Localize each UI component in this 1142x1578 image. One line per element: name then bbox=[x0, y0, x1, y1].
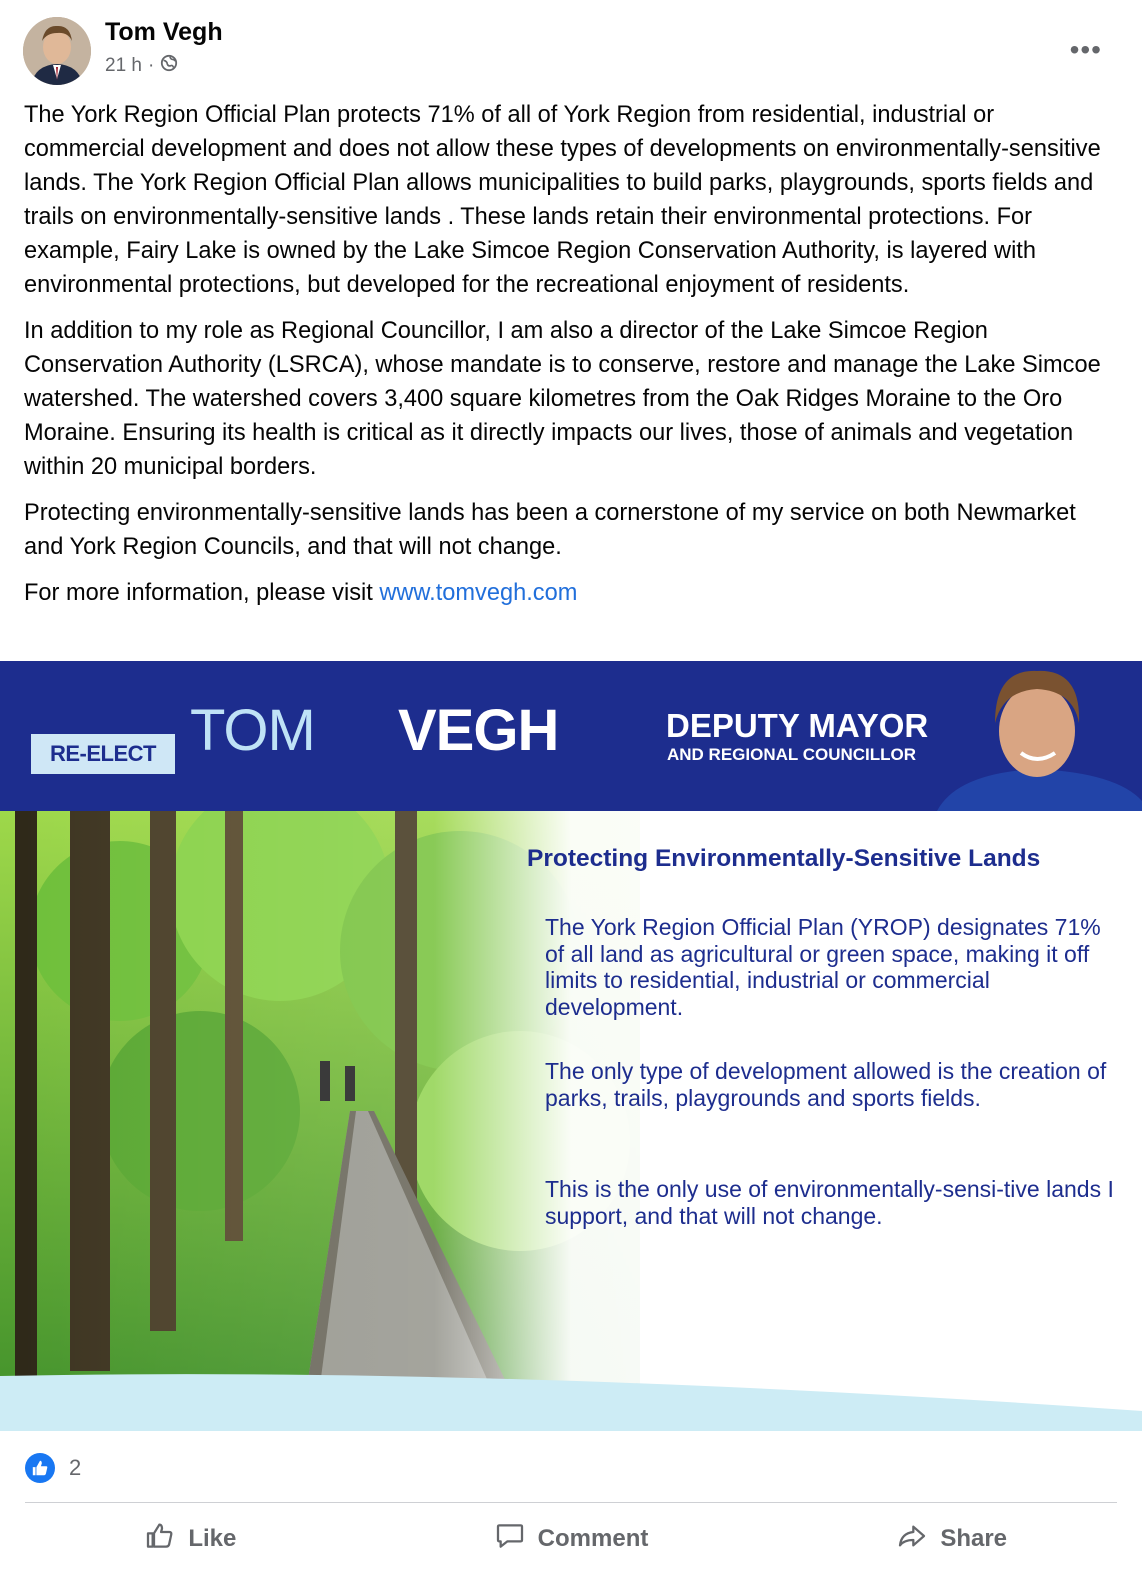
forest-boardwalk-photo bbox=[0, 811, 1142, 1431]
globe-icon bbox=[160, 54, 178, 78]
post-time[interactable]: 21 h bbox=[105, 55, 142, 76]
meta-separator: · bbox=[147, 55, 155, 76]
info-prefix: For more information, please visit bbox=[24, 580, 380, 606]
like-reaction-icon bbox=[25, 1453, 55, 1483]
post-actions bbox=[0, 1512, 1142, 1566]
reaction-count: 2 bbox=[69, 1455, 82, 1480]
share-button[interactable] bbox=[761, 1512, 1142, 1566]
comment-icon bbox=[494, 1520, 526, 1559]
reactions-summary[interactable] bbox=[25, 1453, 81, 1483]
comment-button[interactable] bbox=[381, 1512, 762, 1566]
ad-heading: Protecting Environmentally-Sensitive Lands bbox=[527, 845, 1041, 872]
ad-role-title: DEPUTY MAYOR bbox=[666, 707, 929, 744]
ad-paragraph-1: The York Region Official Plan (YROP) designates 71% of all land as agricultural or green space, making it off limits to residential, industrial or commercial development. bbox=[545, 914, 1101, 1020]
reelect-badge: RE-ELECT bbox=[31, 734, 175, 774]
candidate-photo bbox=[937, 661, 1142, 811]
share-label: Share bbox=[940, 1525, 1008, 1552]
actions-divider bbox=[25, 1502, 1117, 1503]
like-button[interactable] bbox=[0, 1512, 381, 1566]
post-paragraph: Protecting environmentally-sensitive lands has been a cornerstone of my service on both Newmarket and York Region Councils, and that will not change. bbox=[24, 500, 1076, 560]
like-label: Like bbox=[188, 1525, 237, 1552]
author-name[interactable]: Tom Vegh bbox=[105, 18, 223, 46]
share-icon bbox=[896, 1520, 928, 1559]
thumbs-up-icon bbox=[144, 1520, 176, 1559]
post-meta bbox=[105, 54, 178, 78]
post-text bbox=[24, 98, 1116, 622]
ad-first-name: TOM bbox=[190, 698, 315, 763]
ad-paragraph-2: The only type of development allowed is the creation of parks, trails, playgrounds and sports fields. bbox=[545, 1058, 1107, 1111]
campaign-image[interactable] bbox=[0, 661, 1142, 1431]
post-info-line bbox=[24, 576, 1116, 610]
author-avatar[interactable] bbox=[23, 17, 91, 85]
ad-last-name: VEGH bbox=[398, 698, 559, 763]
post-paragraph: The York Region Official Plan protects 71% of all of York Region from residential, industrial or commercial development and does not allow these types of developments on environmentally-sensitive lands. The York Region Official Plan allows municipalities to build parks, playgrounds, sports fields and trails on environmentally-sensitive lands . These lands retain their environmental protections. For example, Fairy Lake is owned by the Lake Simcoe Region Conservation Authority, is layered with environmental protections, but developed for the recreational enjoyment of residents. bbox=[24, 102, 1101, 298]
website-link[interactable]: www.tomvegh.com bbox=[379, 580, 578, 606]
ad-paragraph-3: This is the only use of environmentally-sensi-tive lands I support, and that will not change. bbox=[545, 1176, 1114, 1229]
post-paragraph: In addition to my role as Regional Councillor, I am also a director of the Lake Simcoe Region Conservation Authority (LSRCA), whose mandate is to conserve, restore and manage the Lake Simcoe watershed. The watershed covers 3,400 square kilometres from the Oak Ridges Moraine to the Oro Moraine. Ensuring its health is critical as it directly impacts our lives, those of animals and vegetation within 20 municipal borders. bbox=[24, 318, 1101, 480]
more-options-button[interactable] bbox=[1070, 34, 1102, 66]
more-icon: ••• bbox=[1069, 34, 1102, 65]
comment-label: Comment bbox=[537, 1525, 649, 1552]
ad-role-subtitle: AND REGIONAL COUNCILLOR bbox=[667, 745, 917, 764]
